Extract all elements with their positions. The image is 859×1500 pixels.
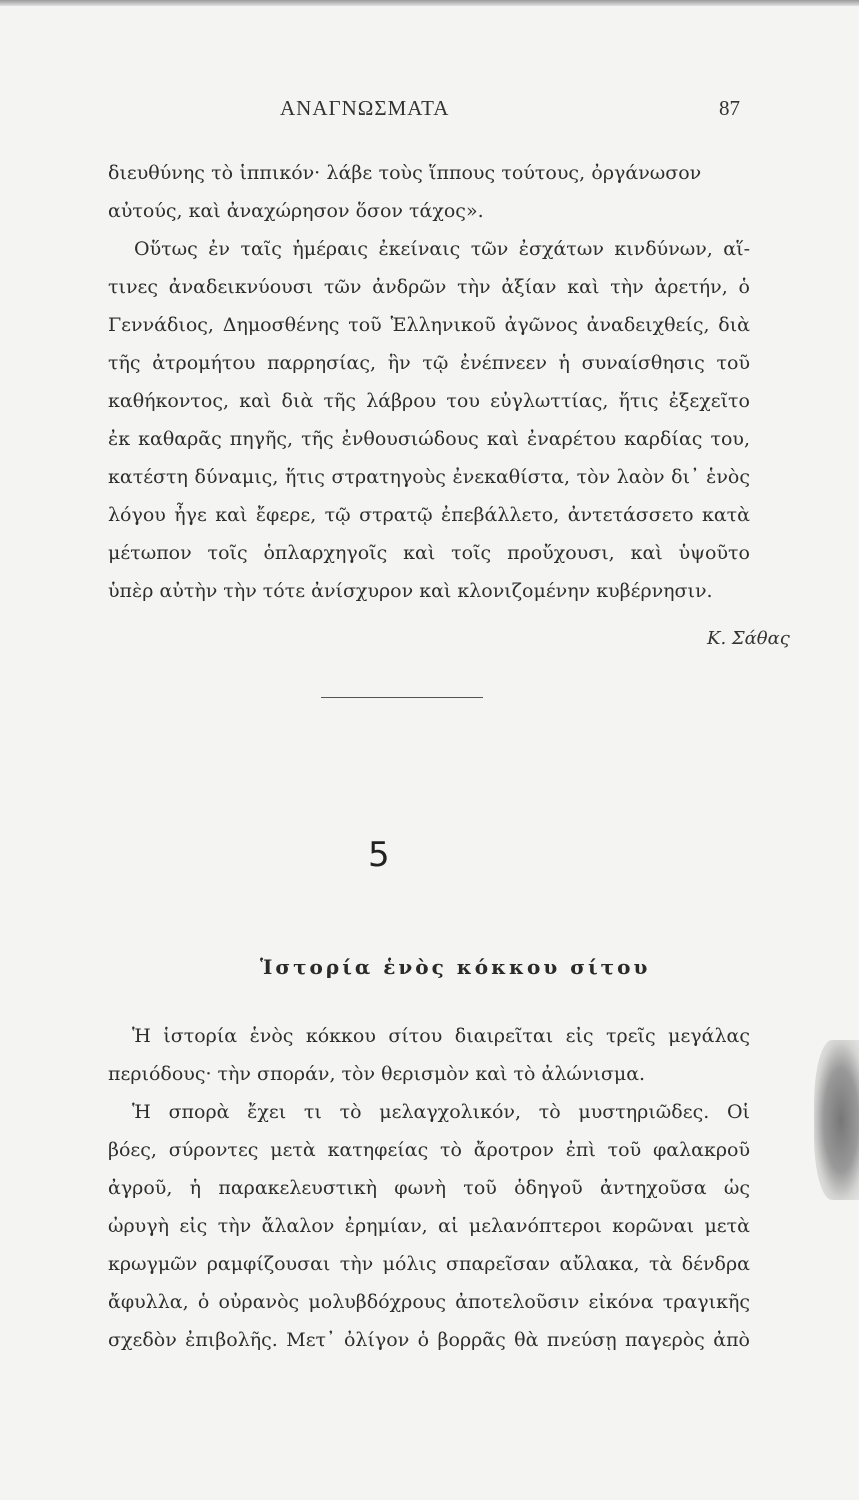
author-signature: Κ. Σάθας [707,628,790,649]
text-line: μέτωπον τοῖς ὁπλαρχηγοῖς καὶ τοῖς προὔχουσι, καὶ ὑψοῦτο [108,542,750,564]
running-title: ΑΝΑΓΝΩΣΜΑΤΑ [280,96,450,120]
text-line: περιόδους· τὴν σποράν, τὸν θερισμὸν καὶ τὸ ἀλώνισμα. [108,1063,646,1085]
text-line: τῆς ἀτρομήτου παρρησίας, ἣν τῷ ἐνέπνεεν ἡ συναίσθησις τοῦ [108,352,750,374]
text-line: λόγου ἦγε καὶ ἔφερε, τῷ στρατῷ ἐπεβάλλετο, ἀντετάσσετο κατὰ [108,504,750,526]
text-line: Οὕτως ἐν ταῖς ἡμέραις ἐκείναις τῶν ἐσχάτων κινδύνων, αἵ- [134,238,750,260]
section-title: Ἱστορία ἑνὸς κόκκου σίτου [260,955,651,979]
text-line: ὑπὲρ αὐτὴν τὴν τότε ἀνίσχυρον καὶ κλονιζομένην κυβέρνησιν. [108,580,713,602]
page-number: 87 [719,96,740,120]
text-line: σχεδὸν ἐπιβολῆς. Μετ᾽ ὀλίγον ὁ βορρᾶς θὰ πνεύσῃ παγερὸς ἀπὸ [108,1329,750,1351]
running-head [0,96,859,126]
text-line: Ἡ σπορὰ ἔχει τι τὸ μελαγχολικόν, τὸ μυστηριῶδες. Οἱ [132,1101,750,1123]
section-number: 5 [368,835,390,875]
text-line: ἄφυλλα, ὁ οὐρανὸς μολυβδόχρους ἀποτελοῦσιν εἰκόνα τραγικῆς [108,1291,750,1313]
text-line: ἀγροῦ, ἡ παρακελευστικὴ φωνὴ τοῦ ὁδηγοῦ ἀντηχοῦσα ὡς [108,1177,750,1199]
text-line: τινες ἀναδεικνύουσι τῶν ἀνδρῶν τὴν ἀξίαν καὶ τὴν ἀρετήν, ὁ [108,276,750,298]
page-top-edge [0,0,859,6]
text-line: κρωγμῶν ραμφίζουσαι τὴν μόλις σπαρεῖσαν αὔλακα, τὰ δένδρα [108,1253,750,1275]
text-line: ὠρυγὴ εἰς τὴν ἄλαλον ἐρημίαν, αἱ μελανόπτεροι κορῶναι μετὰ [108,1215,750,1237]
section-divider [321,697,483,698]
margin-ink-smudge [814,1040,859,1200]
text-line: Γεννάδιος, Δημοσθένης τοῦ Ἑλληνικοῦ ἀγῶνος ἀναδειχθείς, διὰ [108,314,750,336]
text-line: Ἡ ἱστορία ἑνὸς κόκκου σίτου διαιρεῖται εἰς τρεῖς μεγάλας [132,1025,750,1047]
text-line: διευθύνης τὸ ἱππικόν· λάβε τοὺς ἵππους τούτους, ὀργάνωσον [108,162,702,184]
text-line: ἐκ καθαρᾶς πηγῆς, τῆς ἐνθουσιώδους καὶ ἐναρέτου καρδίας του, [108,428,750,450]
text-line: αὐτούς, καὶ ἀναχώρησον ὅσον τάχος». [108,200,484,222]
text-line: καθήκοντος, καὶ διὰ τῆς λάβρου του εὐγλωττίας, ἥτις ἐξεχεῖτο [108,390,750,412]
text-line: βόες, σύροντες μετὰ κατηφείας τὸ ἄροτρον ἐπὶ τοῦ φαλακροῦ [108,1139,750,1161]
text-line: κατέστη δύναμις, ἥτις στρατηγοὺς ἐνεκαθίστα, τὸν λαὸν δι᾽ ἑνὸς [108,466,750,488]
